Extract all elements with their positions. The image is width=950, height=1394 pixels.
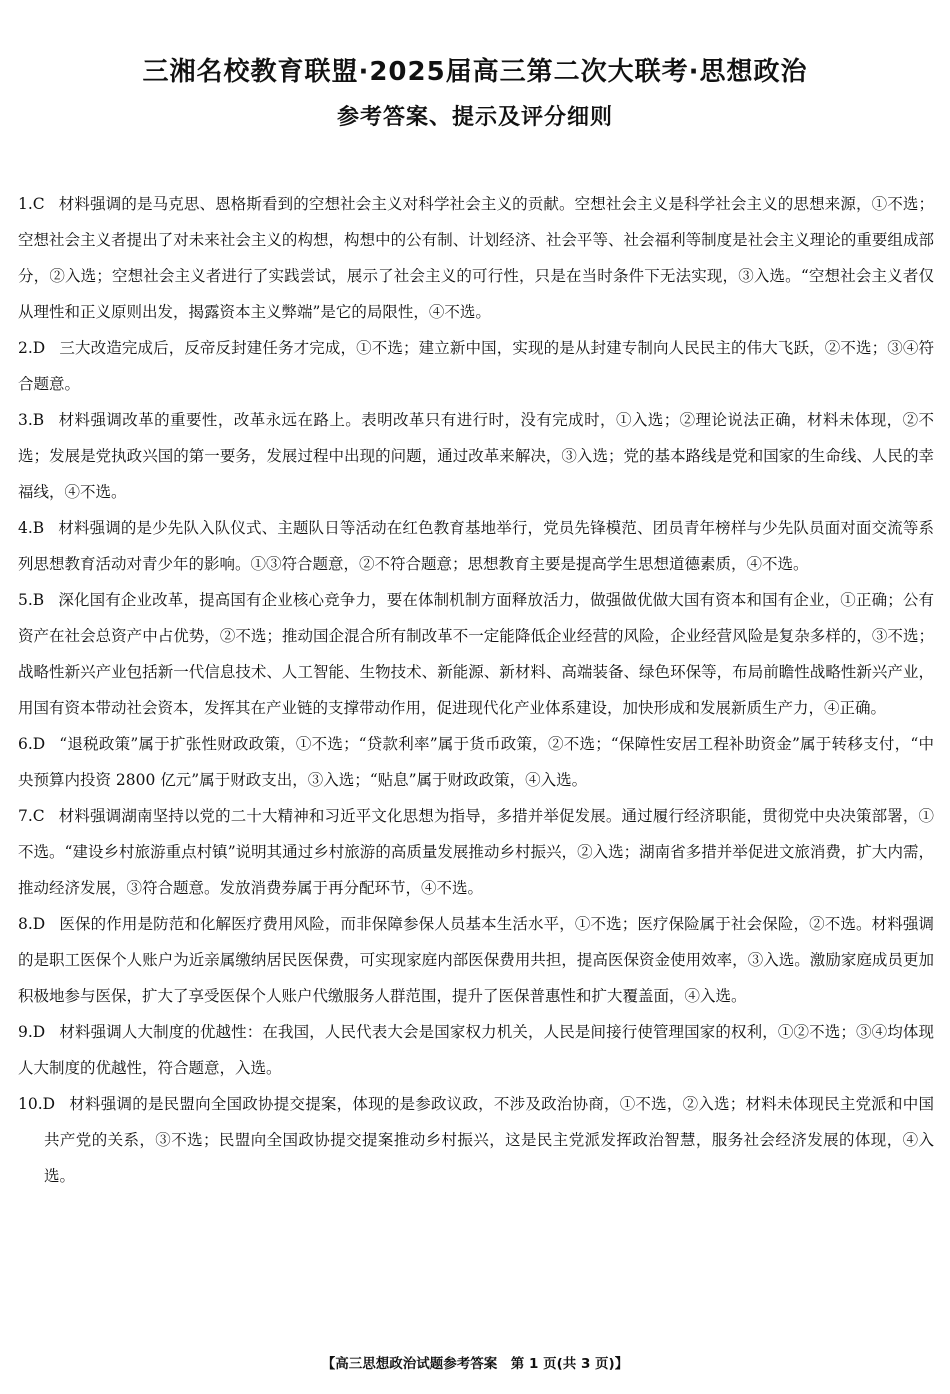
answer-number: 3. — [18, 411, 33, 429]
answer-number: 6. — [18, 735, 33, 753]
answer-choice: B — [32, 519, 45, 537]
answer-list — [18, 186, 934, 1194]
answer-choice: D — [42, 1095, 56, 1113]
answer-explanation: 材料强调改革的重要性，改革永远在路上。表明改革只有进行时，没有完成时，①入选；②理论说法正确，材料未体现，②不选；发展是党执政兴国的第一要务，发展过程中出现的问题，通过改革来解决，③入选；党的基本路线是党和国家的生命线、人民的幸福线，④不选。 — [18, 411, 934, 501]
answer-choice: B — [32, 411, 45, 429]
answer-number: 4. — [18, 519, 33, 537]
answer-explanation: 医保的作用是防范和化解医疗费用风险，而非保障参保人员基本生活水平，①不选；医疗保险属于社会保险，②不选。材料强调的是职工医保个人账户为近亲属缴纳居民医保费，可实现家庭内部医保费用共担，提高医保资金使用效率，③入选。激励家庭成员更加积极地参与医保，扩大了享受医保个人账户代缴服务人群范围，提升了医保普惠性和扩大覆盖面，④入选。 — [18, 915, 934, 1005]
answer-number: 10. — [18, 1095, 43, 1113]
answer-explanation: 材料强调湖南坚持以党的二十大精神和习近平文化思想为指导，多措并举促发展。通过履行经济职能，贯彻党中央决策部署，①不选。“建设乡村旅游重点村镇”说明其通过乡村旅游的高质量发展推动乡村振兴，②入选；湖南省多措并举促进文旅消费，扩大内需，推动经济发展，③符合题意。发放消费券属于再分配环节，④不选。 — [18, 807, 934, 897]
answer-explanation: 材料强调的是马克思、恩格斯看到的空想社会主义对科学社会主义的贡献。空想社会主义是科学社会主义的思想来源，①不选；空想社会主义者提出了对未来社会主义的构想，构想中的公有制、计划经济、社会平等、社会福利等制度是社会主义理论的重要组成部分，②入选；空想社会主义者进行了实践尝试，展示了社会主义的可行性，只是在当时条件下无法实现，③入选。“空想社会主义者仅从理性和正义原则出发，揭露资本主义弊端”是它的局限性，④不选。 — [18, 195, 934, 321]
answer-item-6 — [18, 726, 934, 798]
page-footer: 【高三思想政治试题参考答案 第 1 页(共 3 页)】 — [321, 1356, 629, 1372]
answer-number: 8. — [18, 915, 33, 933]
answer-item-7 — [18, 798, 934, 906]
answer-explanation: 三大改造完成后，反帝反封建任务才完成，①不选；建立新中国，实现的是从封建专制向人民民主的伟大飞跃，②不选；③④符合题意。 — [18, 339, 934, 393]
answer-item-5 — [18, 582, 934, 726]
answer-choice: C — [32, 807, 45, 825]
answer-number: 5. — [18, 591, 33, 609]
answer-choice: D — [32, 1023, 46, 1041]
answer-number: 1. — [18, 195, 33, 213]
answer-choice: B — [32, 591, 45, 609]
answer-explanation: 材料强调的是少先队入队仪式、主题队日等活动在红色教育基地举行，党员先锋模范、团员青年榜样与少先队员面对面交流等系列思想教育活动对青少年的影响。①③符合题意，②不符合题意；思想教育主要是提高学生思想道德素质，④不选。 — [18, 519, 934, 573]
answer-number: 2. — [18, 339, 33, 357]
answer-item-1 — [18, 186, 934, 330]
answer-item-10 — [18, 1086, 934, 1194]
answer-item-9 — [18, 1014, 934, 1086]
answer-item-4 — [18, 510, 934, 582]
answer-choice: C — [32, 195, 45, 213]
answer-explanation: 材料强调的是民盟向全国政协提交提案，体现的是参政议政，不涉及政治协商，①不选，②入选；材料未体现民主党派和中国共产党的关系，③不选；民盟向全国政协提交提案推动乡村振兴，这是民主党派发挥政治智慧，服务社会经济发展的体现，④入选。 — [44, 1095, 934, 1185]
page-title: 三湘名校教育联盟·2025届高三第二次大联考·思想政治 — [142, 57, 808, 87]
page-subtitle: 参考答案、提示及评分细则 — [336, 105, 613, 130]
answer-item-3 — [18, 402, 934, 510]
answer-number: 9. — [18, 1023, 33, 1041]
answer-explanation: 深化国有企业改革，提高国有企业核心竞争力，要在体制机制方面释放活力，做强做优做大国有资本和国有企业，①正确；公有资产在社会总资产中占优势，②不选；推动国企混合所有制改革不一定能降低企业经营的风险，企业经营风险是复杂多样的，③不选；战略性新兴产业包括新一代信息技术、人工智能、生物技术、新能源、新材料、高端装备、绿色环保等，布局前瞻性战略性新兴产业，用国有资本带动社会资本，发挥其在产业链的支撑带动作用，促进现代化产业体系建设，加快形成和发展新质生产力，④正确。 — [18, 591, 934, 717]
answer-explanation: “退税政策”属于扩张性财政政策，①不选；“贷款利率”属于货币政策，②不选；“保障性安居工程补助资金”属于转移支付，“中央预算内投资 2800 亿元”属于财政支出，③入选；“贴息”属于财政政策，④入选。 — [18, 735, 934, 789]
answer-choice: D — [32, 915, 46, 933]
answer-item-8 — [18, 906, 934, 1014]
answer-explanation: 材料强调人大制度的优越性：在我国，人民代表大会是国家权力机关，人民是间接行使管理国家的权利，①②不选；③④均体现人大制度的优越性，符合题意，入选。 — [18, 1023, 934, 1077]
answer-choice: D — [32, 339, 46, 357]
answer-item-2 — [18, 330, 934, 402]
answer-number: 7. — [18, 807, 33, 825]
answer-choice: D — [32, 735, 46, 753]
